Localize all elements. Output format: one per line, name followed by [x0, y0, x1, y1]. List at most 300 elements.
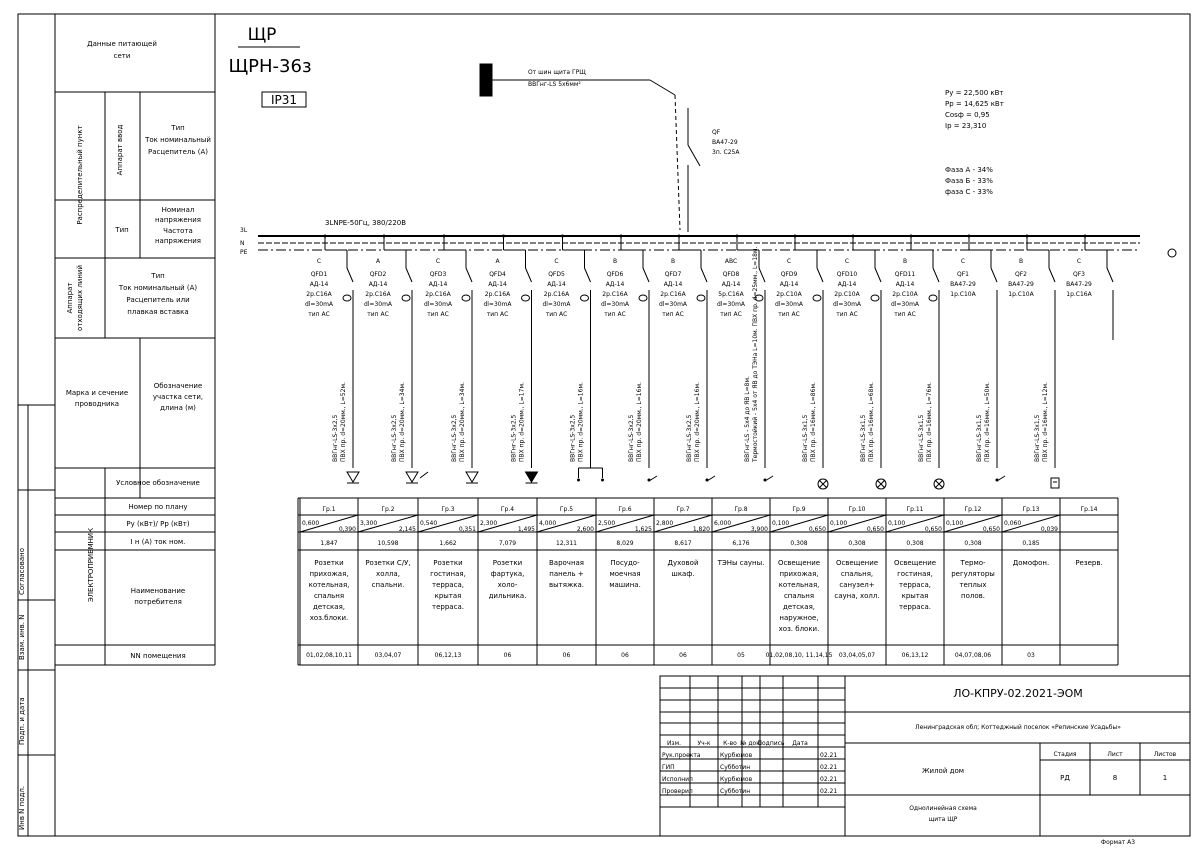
out-type-label: Тип [151, 272, 165, 280]
cable-label: Марка и сечение [65, 389, 129, 397]
group-pp: 0,351 [458, 526, 476, 533]
consumer-name: Розетки гостиная, терраса, крытая терраса. [430, 559, 466, 611]
breaker-dl: dl=30mA [832, 301, 862, 308]
breaker-contact [875, 268, 881, 282]
input-device-label: Аппарат ввод [116, 124, 124, 176]
phase-balance: Фаза А - 34% [945, 166, 993, 174]
voltage-type-label: Тип [115, 226, 129, 234]
group-phase: A [495, 258, 500, 265]
breaker-type: АД-14 [779, 281, 799, 288]
staff-role: ГИП [662, 764, 675, 771]
breaker-kind: тип АС [367, 311, 389, 318]
cable-mark: ВВГнг-LS - 5х4 до ЯВ L=8м. [744, 376, 751, 462]
group-pp: 0,650 [866, 526, 884, 533]
breaker-kind: тип АС [604, 311, 626, 318]
summary-line: Cosф = 0,95 [945, 111, 990, 119]
rooms-label: NN помещения [130, 652, 186, 660]
socket-icon [526, 472, 538, 482]
breaker-dl: dl=30mA [423, 301, 453, 308]
breaker-contact [643, 268, 649, 282]
cable-desc3: длина (м) [160, 404, 196, 412]
group-rooms: 03,04,07 [374, 652, 402, 659]
freq-label2: напряжения [154, 237, 202, 245]
group-current: 0,185 [1022, 540, 1040, 547]
breaker-ref: QFD1 [310, 271, 328, 278]
format-label: Формат А3 [1100, 839, 1136, 846]
breaker-contact [759, 268, 765, 282]
consumer-name-label2: потребителя [134, 598, 182, 606]
cable-mark: ВВГнг-LS-3х2,5 [391, 414, 398, 462]
breaker-ref: QFD6 [606, 271, 624, 278]
staff-date: 02.21 [820, 752, 838, 759]
breaker-ref: QFD4 [489, 271, 506, 278]
group-number: Гр.2 [381, 506, 395, 513]
group-phase: C [960, 258, 966, 265]
breaker-dl: dl=30mA [716, 301, 746, 308]
breaker-ref: QFD9 [780, 271, 798, 278]
consumer-name: Розетки С/У, холла, спальни. [365, 559, 411, 589]
sheet-header: Лист [1107, 751, 1123, 758]
consumer-name: Розетки прихожая, котельная, спальня детская, хоз.блоки. [308, 559, 350, 622]
title-2: щита ЩР [928, 816, 958, 823]
rcd-icon [871, 295, 879, 301]
group-py: 2,300 [480, 520, 498, 527]
group-number: Гр.14 [1080, 506, 1098, 513]
group-current: 12,311 [556, 540, 577, 547]
out-release-label2: плавкая вставка [127, 308, 189, 316]
main-breaker-type: ВА47-29 [712, 139, 738, 146]
group-py: 0,600 [302, 520, 320, 527]
group-number: Гр.1 [322, 506, 336, 513]
cable-mark: ВВГнг-LS-3х2,5 [510, 414, 518, 462]
input-type-label: Тип [171, 124, 185, 132]
group-number: Гр.3 [441, 506, 455, 513]
consumer-name: Варочная панель + вытяжка. [548, 559, 585, 589]
group-pp: 1,495 [517, 526, 535, 533]
out-current-label: Ток номинальный (А) [118, 284, 198, 292]
breaker-type: ВА47-29 [950, 281, 976, 288]
breaker-contact [585, 268, 591, 282]
cable-mark: ВВГнг-LS-3х2,5 [628, 414, 635, 462]
breaker-dl: dl=30mA [890, 301, 920, 308]
consumers-label: ЭЛЕКТРОПРИЕМНИК [87, 527, 95, 603]
consumer-name: Резерв. [1075, 559, 1103, 567]
rcd-icon [343, 295, 351, 301]
rcd-icon [813, 295, 821, 301]
breaker-kind: тип АС [486, 311, 509, 318]
breaker-contact [526, 268, 532, 282]
summary-line: Рр = 14,625 кВт [945, 100, 1004, 108]
summary-line: Ру = 22,500 кВт [945, 89, 1004, 97]
group-current: 8,029 [616, 540, 634, 547]
breaker-poles: 2р.С16А [484, 291, 511, 298]
freq-label: Частота [163, 227, 193, 235]
plug-icon [764, 479, 767, 482]
group-rooms: 01,02,08,10, 11,14,15 [765, 652, 833, 659]
breaker-type: АД-14 [309, 281, 329, 288]
group-phase: C [316, 258, 322, 265]
breaker-poles: 2р.С16А [365, 291, 391, 298]
socket-icon [466, 472, 478, 482]
group-current: 7,079 [498, 540, 517, 547]
breaker-poles: 1р.С10А [950, 291, 976, 298]
mb-contact [688, 145, 700, 166]
rcd-icon [402, 295, 410, 301]
breaker-kind: тип АС [427, 311, 449, 318]
group-phase: B [670, 258, 676, 265]
voltage-label: Номинал [161, 206, 195, 214]
busbar-label: 3LNPE-50Гц, 380/220В [325, 219, 407, 227]
breaker-ref: QFD7 [664, 271, 682, 278]
consumer-name: Освещение гостиная, терраса, крытая терраса. [893, 559, 937, 611]
cable-route: ПВХ пр. d=20мм., L=52м. [340, 382, 347, 462]
cable-mark: ВВГнг-LS-3х1,5 [1034, 414, 1041, 462]
input-release-label: Расцепитель (А) [147, 148, 209, 156]
breaker-contact [406, 268, 412, 282]
breaker-ref: QF2 [1015, 271, 1027, 278]
group-phase: B [902, 258, 908, 265]
breaker-dl: dl=30mA [600, 301, 630, 308]
cable-label2: проводника [74, 400, 120, 408]
cable-route: Термостойкий - 5х4 от ЯВ до ТЭНа L=10м. ПВХ пр. d=25мм., L=18м. [752, 246, 759, 462]
side-label-inv-orig: Инв N подл. [18, 785, 26, 830]
breaker-poles: 2р.С10А [892, 291, 918, 298]
group-pp: 2,600 [576, 526, 594, 533]
group-current: 0,308 [964, 540, 982, 547]
group-current: 6,176 [732, 540, 750, 547]
supply-data-label2: сети [113, 52, 131, 60]
consumer-name-label: Наименование [130, 587, 186, 595]
breaker-dl: dl=30mA [483, 301, 512, 308]
group-rooms: 06 [562, 652, 571, 659]
doc-code: ЛО-КПРУ-02.2021-ЭОМ [953, 687, 1083, 700]
out-release-label: Расцепитель или [126, 296, 190, 304]
stamp-header: К-во [723, 740, 737, 747]
cable-route: ПВХ пр. d=16мм., L=50м. [984, 382, 991, 462]
outgoing-label2: отходящих линий [76, 264, 84, 332]
bus-junction [383, 235, 386, 238]
breaker-poles: 2р.С16А [660, 291, 686, 298]
breaker-poles: 1р.С16А [1066, 291, 1092, 298]
ip-rating: IP31 [270, 93, 298, 107]
group-py: 0,100 [946, 520, 964, 527]
breaker-ref: QFD8 [722, 271, 740, 278]
cable-mark: ВВГнг-LS-3х2,5 [451, 414, 458, 462]
consumer-name: Термо-регуляторы теплых полов. [951, 559, 995, 600]
group-phase: A [375, 258, 381, 265]
breaker-contact [933, 268, 939, 282]
symbol-label: Условное обозначение [116, 479, 200, 487]
group-phase: C [554, 258, 559, 265]
group-pp: 0,039 [1040, 526, 1058, 533]
side-label-agreed: Согласовано [18, 547, 26, 595]
group-number: Гр.10 [848, 506, 866, 513]
group-pp: 0,650 [924, 526, 942, 533]
rcd-icon [581, 295, 589, 301]
breaker-poles: 2р.С16А [602, 291, 628, 298]
rcd-icon [639, 295, 647, 301]
group-phase: C [844, 258, 850, 265]
group-py: 0,060 [1004, 520, 1022, 527]
breaker-kind: тип АС [778, 311, 800, 318]
bus-junction [1084, 235, 1087, 238]
breaker-type: АД-14 [547, 281, 566, 288]
rcd-icon [697, 295, 705, 301]
breaker-contact [1107, 268, 1113, 282]
breaker-poles: 5р.С16А [718, 291, 744, 298]
consumer-name: Розетки фартука, холо-дильника. [488, 559, 527, 600]
plug-icon [706, 479, 709, 482]
stamp-header: № док. [740, 740, 762, 747]
cable-route: ПВХ пр. d=20мм., L=17м. [518, 382, 526, 462]
rcd-icon [929, 295, 937, 301]
cable-mark: ВВГнг-LS-3х2,5 [332, 414, 339, 462]
group-current: 1,847 [320, 540, 338, 547]
staff-date: 02.21 [820, 776, 838, 783]
socket-plug [420, 472, 428, 478]
feed-cable: ВВГнг-LS 5х6мм² [528, 81, 581, 88]
group-number: Гр.13 [1022, 506, 1040, 513]
bus-pe: PE [240, 249, 248, 256]
breaker-type: АД-14 [605, 281, 625, 288]
cable-route: ПВХ пр. d=20мм., L=16м. [636, 382, 643, 462]
breaker-poles: 2р.С10А [834, 291, 860, 298]
sheets-value: 1 [1162, 774, 1168, 782]
phase-balance: фаза С - 33% [945, 188, 993, 196]
cable-route: ПВХ пр. d=20мм., L=16м. [577, 382, 585, 462]
group-py: 4,000 [539, 520, 557, 527]
sheet-value: 8 [1112, 774, 1118, 782]
group-py: 0,100 [888, 520, 906, 527]
cable-mark: ВВГнг-LS-3х1,5 [860, 414, 867, 462]
group-current: 1,662 [439, 540, 457, 547]
breaker-poles: 2р.С16А [306, 291, 332, 298]
group-phase: ABC [724, 258, 738, 265]
address: Ленинградская обл; Коттеджный поселок «Репинские Усадьбы» [915, 724, 1121, 731]
staff-role: Проверил [662, 788, 693, 795]
breaker-dl: dl=30mA [304, 301, 334, 308]
breaker-poles: 2р.С16А [543, 291, 570, 298]
summary-line: Ip = 23,310 [945, 122, 987, 130]
group-number: Гр.9 [792, 506, 806, 513]
group-rooms: 01,02,08,10,11 [306, 652, 352, 659]
consumer-name: Духовой шкаф. [667, 559, 699, 578]
breaker-contact [817, 268, 823, 282]
group-py: 2,500 [598, 520, 616, 527]
group-number: Гр.12 [964, 506, 982, 513]
breaker-ref: QFD2 [369, 271, 387, 278]
bus-junction [852, 235, 855, 238]
group-pp: 3,900 [750, 526, 768, 533]
plug-icon [996, 479, 999, 482]
feed-from: От шин щита ГРЩ [528, 69, 586, 76]
cable-route: ПВХ пр. d=16мм., L=86м. [810, 382, 817, 462]
breaker-poles: 2р.С16А [425, 291, 451, 298]
staff-name: Субботин [720, 764, 751, 771]
group-current: 10,598 [377, 540, 399, 547]
bus-junction [736, 235, 739, 238]
group-rooms: 06 [679, 652, 687, 659]
sheets-header: Листов [1153, 751, 1177, 758]
staff-date: 02.21 [820, 764, 838, 771]
outgoing-label: Аппарат [66, 282, 74, 314]
group-number: Гр.4 [500, 506, 515, 513]
group-phase: B [612, 258, 618, 265]
group-current: 0,308 [848, 540, 866, 547]
bus-3l: 3L [240, 227, 248, 234]
cable-desc: Обозначение [153, 382, 203, 390]
feed-busbar [480, 64, 492, 96]
socket-icon [347, 472, 359, 482]
plug-icon [577, 479, 580, 482]
group-pp: 2,145 [398, 526, 416, 533]
title-1: Однолинейная схема [909, 805, 977, 812]
breaker-ref: QFD5 [548, 271, 565, 278]
bus-junction [443, 235, 446, 238]
cable-route: ПВХ пр. d=16мм., L=68м. [868, 382, 875, 462]
breaker-kind: тип АС [545, 311, 568, 318]
breaker-contact [701, 268, 707, 282]
group-number: Гр.6 [618, 506, 632, 513]
side-label-sign-date: Подп. и дата [18, 697, 26, 745]
breaker-type: АД-14 [428, 281, 448, 288]
breaker-poles: 1р.С10А [1008, 291, 1034, 298]
side-label-replace-inv: Взам. инв. N [18, 614, 26, 660]
cable-route: ПВХ пр. d=16мм., L=76м. [926, 382, 933, 462]
group-phase: C [435, 258, 441, 265]
dist-point-label: Распределительный пункт [76, 125, 84, 225]
group-number: Гр.8 [734, 506, 748, 513]
intercom-icon [1051, 478, 1059, 488]
stamp-header: Подпись [757, 740, 785, 747]
breaker-type: АД-14 [663, 281, 683, 288]
group-rooms: 04,07,08,06 [954, 652, 992, 659]
breaker-contact [1049, 268, 1055, 282]
cable-mark: ВВГнг-LS-3х1,5 [976, 414, 983, 462]
breaker-dl: dl=30mA [774, 301, 804, 308]
stamp-header: Уч-к [697, 740, 711, 747]
cable-mark: ВВГнг-LS-3х1,5 [802, 414, 809, 462]
breaker-poles: 2р.С10А [776, 291, 802, 298]
consumer-name: Посудо-моечная машина. [609, 559, 641, 589]
breaker-type: АД-14 [368, 281, 388, 288]
group-py: 3,300 [360, 520, 378, 527]
breaker-dl: dl=30mA [658, 301, 688, 308]
bus-n: N [240, 240, 245, 247]
breaker-type: АД-14 [895, 281, 915, 288]
breaker-kind: тип АС [662, 311, 684, 318]
staff-date: 02.21 [820, 788, 838, 795]
breaker-ref: QFD3 [429, 271, 447, 278]
breaker-type: ВА47-29 [1008, 281, 1034, 288]
panel-name: ЩР [247, 25, 277, 45]
panel-type: ЩРН-36з [228, 56, 312, 77]
group-pp: 0,650 [982, 526, 1000, 533]
socket-icon [406, 472, 418, 482]
breaker-type: АД-14 [837, 281, 857, 288]
bus-junction [324, 235, 327, 238]
plug-icon [601, 479, 604, 482]
group-rooms: 06,13,12 [901, 652, 929, 659]
group-pp: 0,390 [338, 526, 356, 533]
cable-route: ПВХ пр. d=16мм., L=12м. [1042, 382, 1049, 462]
staff-name: Курбюмов [720, 752, 753, 759]
group-current: 8,617 [674, 540, 692, 547]
consumer-name: Освещение спальня, санузел+ сауна, холл. [834, 559, 880, 600]
cable-route: ПВХ пр. d=20мм., L=16м. [694, 382, 701, 462]
breaker-ref: QF3 [1073, 271, 1085, 278]
cable-mark: ВВГнг-LS-3х2,5 [569, 414, 577, 462]
breaker-contact [991, 268, 997, 282]
bus-junction [968, 235, 971, 238]
voltage-label2: напряжения [154, 216, 202, 224]
bus-junction [620, 235, 623, 238]
current-label: I н (А) ток ном. [130, 538, 186, 546]
breaker-kind: тип АС [308, 311, 330, 318]
group-pp: 0,650 [808, 526, 826, 533]
group-pp: 1,820 [692, 526, 710, 533]
group-py: 0,540 [420, 520, 438, 527]
stage-value: РД [1060, 774, 1070, 782]
group-py: 2,800 [656, 520, 674, 527]
breaker-dl: dl=30mA [363, 301, 393, 308]
ground-icon [1168, 249, 1176, 257]
breaker-contact [466, 268, 472, 282]
bus-junction [561, 235, 564, 238]
consumer-name: Освещение прихожая, котельная, спальня детская, наружное, хоз. блоки. [777, 559, 821, 633]
group-number: Гр.11 [906, 506, 924, 513]
bus-junction [1026, 235, 1029, 238]
stamp-header: Изм. [666, 740, 682, 747]
bus-junction [794, 235, 797, 238]
supply-data-label: Данные питающей [87, 40, 157, 48]
bus-junction [502, 235, 505, 238]
bus-junction [678, 235, 681, 238]
group-pp: 1,625 [634, 526, 652, 533]
breaker-kind: тип АС [894, 311, 916, 318]
plug-icon [648, 479, 651, 482]
group-py: 0,100 [772, 520, 790, 527]
phase-balance: Фаза Б - 33% [945, 177, 993, 185]
breaker-ref: QFD11 [894, 271, 916, 278]
breaker-ref: QF1 [957, 271, 969, 278]
breaker-type: АД-14 [488, 281, 507, 288]
rcd-icon [462, 295, 470, 301]
object-name: Жилой дом [921, 767, 965, 775]
feed-dash [675, 95, 680, 230]
group-current: 0,308 [790, 540, 808, 547]
group-rooms: 05 [737, 652, 745, 659]
cable-desc2: участка сети, [152, 393, 204, 401]
plan-no-label: Номер по плану [128, 503, 188, 511]
breaker-ref: QFD10 [836, 271, 858, 278]
group-rooms: 06 [621, 652, 629, 659]
stage-header: Стадия [1053, 751, 1077, 758]
group-rooms: 06 [503, 652, 512, 659]
group-rooms: 03,04,05,07 [838, 652, 876, 659]
staff-name: Курбюмов [720, 776, 753, 783]
stamp-header: Дата [792, 740, 808, 747]
cable-mark: ВВГнг-LS-3х2,5 [686, 414, 693, 462]
breaker-kind: тип АС [836, 311, 858, 318]
breaker-type: АД-14 [721, 281, 741, 288]
main-breaker-ref: QF [712, 129, 721, 136]
cable-route: ПВХ пр. d=20мм., L=34м. [399, 382, 406, 462]
consumer-name: Домофон. [1012, 559, 1050, 567]
group-py: 0,100 [830, 520, 848, 527]
group-current: 0,308 [906, 540, 924, 547]
group-rooms: 03 [1027, 652, 1035, 659]
